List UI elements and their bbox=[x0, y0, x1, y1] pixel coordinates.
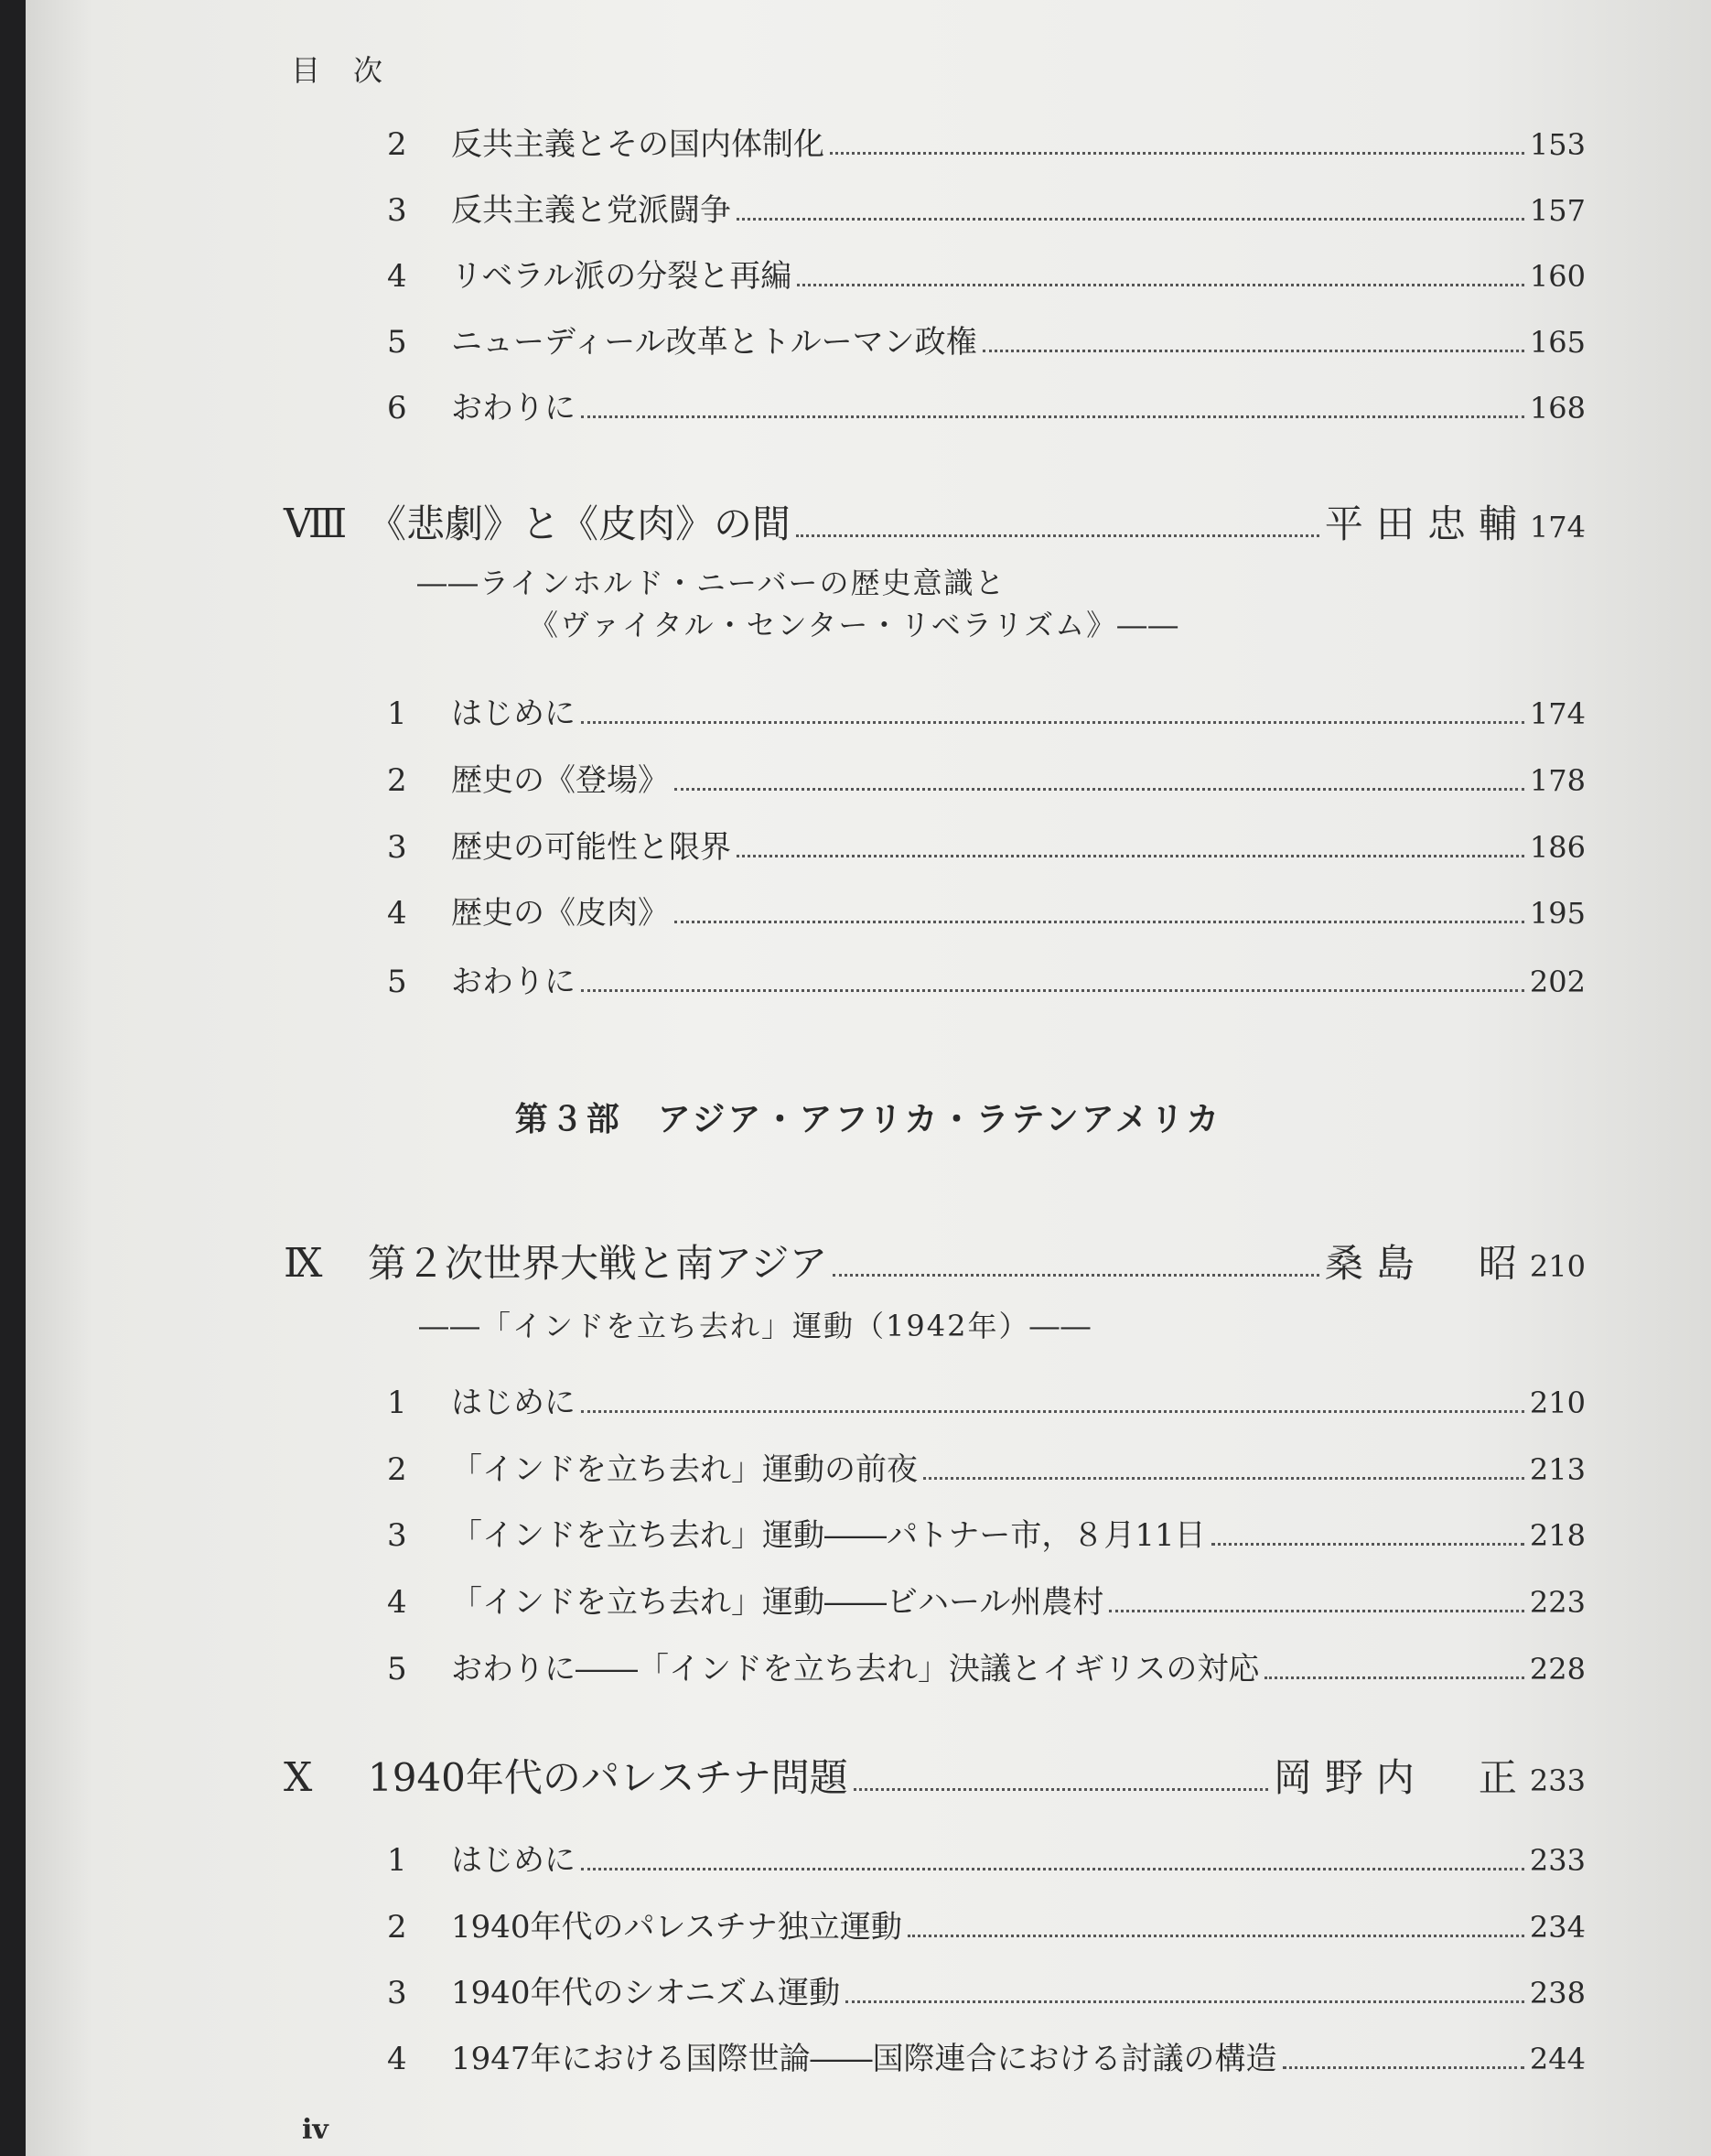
book-page bbox=[26, 0, 1711, 2156]
entry-title: おわりに bbox=[451, 964, 576, 1000]
dot-leader bbox=[581, 415, 1524, 418]
toc-entry bbox=[387, 119, 1586, 164]
dot-leader bbox=[830, 152, 1524, 155]
entry-page: 210 bbox=[1529, 1385, 1586, 1420]
entry-title: 歴史の可能性と限界 bbox=[451, 829, 731, 866]
entry-page: 157 bbox=[1529, 193, 1586, 228]
entry-title: 1947年における国際世論――国際連合における討議の構造 bbox=[451, 2041, 1277, 2077]
entry-number: 2 bbox=[387, 1451, 407, 1488]
dot-leader bbox=[845, 2000, 1524, 2003]
dot-leader bbox=[983, 350, 1524, 352]
dot-leader bbox=[833, 1274, 1319, 1277]
entry-title: おわりに bbox=[451, 390, 576, 426]
chapter-heading bbox=[284, 494, 1586, 549]
entry-page: 174 bbox=[1529, 696, 1586, 731]
entry-title: 「インドを立ち去れ」運動の前夜 bbox=[451, 1451, 918, 1488]
chapter-subtitle: ――「インドを立ち去れ」運動（1942年）―― bbox=[419, 1309, 1092, 1343]
toc-entry bbox=[387, 185, 1586, 230]
dot-leader bbox=[796, 534, 1319, 537]
chapter-heading bbox=[284, 1748, 1586, 1803]
chapter-number: Ⅹ bbox=[284, 1754, 313, 1801]
entry-page: 186 bbox=[1529, 830, 1586, 865]
entry-number: 4 bbox=[387, 1584, 407, 1621]
dot-leader bbox=[1109, 1610, 1524, 1612]
toc-entry bbox=[387, 1967, 1586, 2012]
chapter-author: 岡野内 正 bbox=[1273, 1755, 1530, 1800]
entry-page: 218 bbox=[1529, 1518, 1586, 1553]
entry-number: 3 bbox=[387, 1975, 407, 2011]
toc-entry bbox=[387, 755, 1586, 800]
entry-page: 228 bbox=[1529, 1652, 1586, 1687]
toc-entry bbox=[387, 317, 1586, 361]
toc-entry bbox=[387, 1577, 1586, 1622]
entry-page: 202 bbox=[1529, 965, 1586, 999]
entry-number: 2 bbox=[387, 762, 407, 799]
dot-leader bbox=[1211, 1543, 1524, 1546]
entry-page: 195 bbox=[1529, 896, 1586, 931]
entry-page: 165 bbox=[1529, 325, 1586, 360]
chapter-title: 第２次世界大戦と南アジア bbox=[368, 1241, 828, 1286]
entry-title: はじめに bbox=[451, 1842, 576, 1879]
entry-number: 3 bbox=[387, 1517, 407, 1554]
entry-page: 160 bbox=[1529, 259, 1586, 294]
toc-entry bbox=[387, 688, 1586, 733]
toc-entry bbox=[387, 888, 1586, 932]
entry-number: 1 bbox=[387, 1385, 407, 1421]
page-header: 目次 bbox=[291, 53, 416, 88]
entry-title: 「インドを立ち去れ」運動――パトナー市，８月11日 bbox=[451, 1517, 1206, 1554]
toc-entry bbox=[387, 1510, 1586, 1555]
chapter-subtitle: 《ヴァイタル・センター・リベラリズム》―― bbox=[529, 608, 1180, 642]
toc-entry bbox=[387, 1377, 1586, 1422]
chapter-title: 《悲劇》と《皮肉》の間 bbox=[368, 501, 791, 546]
entry-title: 歴史の《登場》 bbox=[451, 762, 669, 799]
entry-number: 5 bbox=[387, 1651, 407, 1687]
chapter-number: Ⅸ bbox=[284, 1240, 323, 1287]
entry-title: 「インドを立ち去れ」運動――ビハール州農村 bbox=[451, 1584, 1104, 1621]
chapter-number: Ⅷ bbox=[284, 501, 348, 547]
dot-leader bbox=[797, 284, 1524, 286]
entry-page: 238 bbox=[1529, 1976, 1586, 2010]
dot-leader bbox=[1264, 1676, 1524, 1679]
entry-number: 1 bbox=[387, 1842, 407, 1879]
entry-page: 168 bbox=[1529, 391, 1586, 426]
toc-entry bbox=[387, 251, 1586, 296]
entry-number: 5 bbox=[387, 964, 407, 1000]
entry-title: はじめに bbox=[451, 1385, 576, 1421]
dot-leader bbox=[581, 989, 1524, 992]
entry-title: 反共主義と党派闘争 bbox=[451, 192, 731, 229]
dot-leader bbox=[581, 721, 1524, 724]
dot-leader bbox=[854, 1788, 1268, 1791]
chapter-page: 233 bbox=[1529, 1763, 1586, 1798]
entry-number: 6 bbox=[387, 390, 407, 426]
dot-leader bbox=[581, 1868, 1524, 1870]
chapter-page: 174 bbox=[1529, 510, 1586, 544]
entry-title: リベラル派の分裂と再編 bbox=[451, 258, 792, 295]
entry-page: 223 bbox=[1529, 1585, 1586, 1620]
entry-number: 4 bbox=[387, 2041, 407, 2077]
entry-number: 5 bbox=[387, 324, 407, 361]
toc-entry bbox=[387, 2033, 1586, 2078]
toc-entry bbox=[387, 383, 1586, 427]
dot-leader bbox=[1283, 2066, 1524, 2069]
toc-entry bbox=[387, 1444, 1586, 1489]
chapter-page: 210 bbox=[1529, 1249, 1586, 1284]
entry-number: 3 bbox=[387, 192, 407, 229]
entry-page: 178 bbox=[1529, 763, 1586, 798]
dot-leader bbox=[908, 1935, 1524, 1937]
entry-page: 234 bbox=[1529, 1910, 1586, 1945]
entry-title: ニューディール改革とトルーマン政権 bbox=[451, 324, 977, 361]
chapter-subtitle: ――ラインホルド・ニーバーの歴史意識と bbox=[417, 566, 1006, 600]
entry-number: 3 bbox=[387, 829, 407, 866]
entry-page: 213 bbox=[1529, 1452, 1586, 1487]
chapter-title: 1940年代のパレスチナ問題 bbox=[368, 1755, 848, 1800]
entry-title: 歴史の《皮肉》 bbox=[451, 895, 669, 932]
entry-number: 2 bbox=[387, 126, 407, 163]
entry-page: 244 bbox=[1529, 2042, 1586, 2076]
entry-title: 1940年代のパレスチナ独立運動 bbox=[451, 1909, 902, 1946]
chapter-author: 平田忠輔 bbox=[1324, 501, 1530, 546]
entry-title: 1940年代のシオニズム運動 bbox=[451, 1975, 841, 2011]
dot-leader bbox=[674, 921, 1524, 923]
dot-leader bbox=[737, 218, 1524, 221]
toc-entry bbox=[387, 822, 1586, 867]
chapter-author: 桑島 昭 bbox=[1324, 1241, 1530, 1286]
toc-entry bbox=[387, 1835, 1586, 1880]
toc-entry bbox=[387, 1902, 1586, 1946]
entry-page: 233 bbox=[1529, 1843, 1586, 1878]
page-folio: iv bbox=[302, 2114, 328, 2146]
dot-leader bbox=[674, 788, 1524, 791]
entry-title: 反共主義とその国内体制化 bbox=[451, 126, 824, 163]
entry-number: 2 bbox=[387, 1909, 407, 1946]
dot-leader bbox=[923, 1477, 1524, 1480]
entry-page: 153 bbox=[1529, 127, 1586, 162]
entry-number: 4 bbox=[387, 258, 407, 295]
entry-title: はじめに bbox=[451, 695, 576, 732]
entry-title: おわりに――「インドを立ち去れ」決議とイギリスの対応 bbox=[451, 1651, 1260, 1687]
dot-leader bbox=[737, 855, 1524, 857]
toc-entry bbox=[387, 1644, 1586, 1688]
chapter-heading bbox=[284, 1234, 1586, 1288]
dot-leader bbox=[581, 1410, 1524, 1413]
entry-number: 1 bbox=[387, 695, 407, 732]
toc-entry bbox=[387, 956, 1586, 1001]
entry-number: 4 bbox=[387, 895, 407, 932]
part-heading: 第３部 アジア・アフリカ・ラテンアメリカ bbox=[514, 1101, 1222, 1138]
